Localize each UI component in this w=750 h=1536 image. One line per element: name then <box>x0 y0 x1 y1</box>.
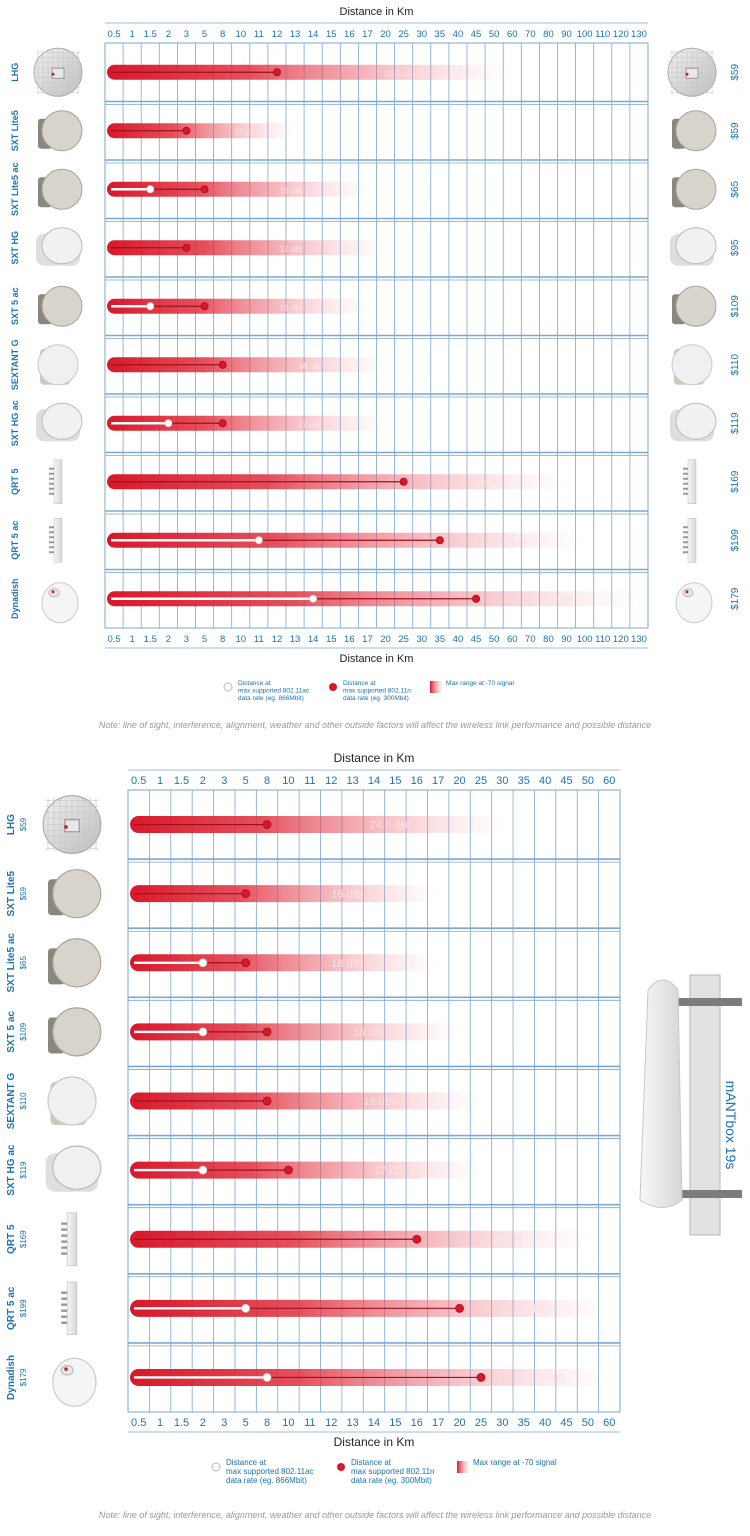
qrt-icon <box>683 518 696 562</box>
n-rate-point <box>436 537 443 544</box>
tick-label-top: 0.5 <box>131 775 147 787</box>
n-rate-point <box>456 1304 464 1312</box>
tick-label-top: 40 <box>452 29 464 40</box>
tick-label-top: 50 <box>488 29 500 40</box>
tick-label-bottom: 17 <box>362 634 373 645</box>
tick-label-bottom: 60 <box>506 634 518 645</box>
tick-label-bottom: 15 <box>389 1417 402 1429</box>
tick-label-bottom: 25 <box>398 634 409 645</box>
sextant-icon <box>48 1077 96 1125</box>
qrt-icon <box>49 460 62 504</box>
sextant-icon <box>38 345 78 385</box>
hg-icon <box>36 403 82 441</box>
tick-label-bottom: 50 <box>488 634 500 645</box>
legend-max-swatch <box>430 681 442 693</box>
tick-label-top: 30 <box>496 775 509 787</box>
ac-rate-point <box>263 1373 271 1381</box>
ac-rate-point <box>147 186 154 193</box>
legend-line: max supported 802.11ac <box>226 1467 314 1476</box>
gain-label: 24.5 dBi <box>369 819 410 832</box>
legend <box>212 1458 557 1485</box>
tick-label-top: 1 <box>157 775 164 787</box>
hg-icon <box>36 228 82 266</box>
ac-rate-point <box>199 1166 207 1174</box>
tick-label-bottom: 8 <box>263 1417 271 1429</box>
gain-label: 25 dBi <box>551 595 574 605</box>
legend-ac-label <box>238 680 310 702</box>
tick-label-top: 5 <box>201 29 208 40</box>
tick-label-bottom: 1.5 <box>173 1417 190 1429</box>
hg-icon <box>46 1146 101 1192</box>
n-rate-point <box>413 1235 421 1243</box>
axis-title-bottom: Distance in Km <box>339 653 414 665</box>
tick-label-top: 3 <box>221 775 228 787</box>
gain-label: 18 dB <box>298 361 320 371</box>
footnote: Note: line of sight, interference, alignment, weather and other outside factors will affect the wireless link performance and possible distance <box>98 720 652 730</box>
tick-label-top: 2 <box>165 29 171 40</box>
tick-label-top: 90 <box>561 29 572 40</box>
gain-label: 24 dBi <box>523 1303 556 1316</box>
legend-max-label: Max range at -70 signal <box>473 1458 557 1467</box>
tick-label-bottom: 40 <box>539 1417 552 1429</box>
device-name: SXT HG ac <box>10 400 20 447</box>
tick-label-bottom: 20 <box>453 1417 466 1429</box>
tick-label-top: 1.5 <box>173 775 190 787</box>
tick-label-top: 3 <box>183 29 190 40</box>
n-rate-point <box>477 1373 485 1381</box>
device-name: LHG <box>6 814 17 836</box>
gain-label: 24 dBi <box>505 537 529 547</box>
ac-rate-point <box>199 1028 207 1036</box>
tick-label-bottom: 30 <box>416 634 428 645</box>
hg-icon <box>670 228 716 266</box>
device-name: SXT Lite5 <box>10 110 20 152</box>
device-name: SXT Lite5 ac <box>10 162 20 217</box>
tick-label-bottom: 45 <box>560 1417 573 1429</box>
tick-label-top: 45 <box>560 775 573 787</box>
gain-label: 16 dBi <box>331 957 363 970</box>
sxt-icon <box>38 111 82 151</box>
ac-rate-point <box>147 303 154 310</box>
tick-label-bottom: 40 <box>452 634 464 645</box>
n-rate-point <box>273 69 280 76</box>
footnote: Note: line of sight, interference, alignment, weather and other outside factors will affect the wireless link performance and possible distance <box>98 1510 652 1520</box>
legend-line: max supported 802.11n <box>351 1467 435 1476</box>
legend-line: data rate (eg. 300Mbit) <box>351 1476 432 1485</box>
device-name: LHG <box>10 62 20 82</box>
device-name: SXT 5 ac <box>10 287 20 326</box>
tick-label-bottom: 1 <box>129 634 135 645</box>
tick-label-top: 14 <box>307 29 319 40</box>
tick-label-bottom: 5 <box>242 1417 249 1429</box>
device-price: $169 <box>730 470 741 493</box>
device-price: $59 <box>730 122 741 140</box>
sxt-icon <box>48 939 101 987</box>
tick-label-top: 35 <box>517 775 530 787</box>
sxt-icon <box>672 286 716 326</box>
tick-label-bottom: 8 <box>220 634 226 645</box>
lhg-dish-icon <box>43 796 101 854</box>
tick-label-top: 25 <box>398 29 409 40</box>
device-name: SXT HG <box>10 230 20 265</box>
tick-label-bottom: 60 <box>603 1417 616 1429</box>
tick-label-bottom: 110 <box>595 634 611 645</box>
device-name: SXT HG ac <box>6 1144 17 1196</box>
tick-label-bottom: 3 <box>183 634 190 645</box>
tick-label-top: 25 <box>474 775 488 787</box>
tick-label-bottom: 13 <box>346 1417 359 1429</box>
gain-label: 24 dBi <box>478 478 502 488</box>
tick-label-bottom: 2 <box>165 634 171 645</box>
tick-label-bottom: 17 <box>432 1417 445 1429</box>
tick-label-bottom: 12 <box>325 1417 338 1429</box>
tick-label-top: 17 <box>432 775 445 787</box>
device-price: $110 <box>730 353 741 376</box>
gain-label: 16 dBi <box>279 303 303 313</box>
legend-max-swatch <box>457 1461 469 1473</box>
n-rate-point <box>201 186 208 193</box>
device-name: QRT 5 ac <box>6 1286 17 1331</box>
ac-rate-point <box>255 537 262 544</box>
n-rate-point <box>284 1166 292 1174</box>
n-rate-point <box>219 420 226 427</box>
tick-label-top: 2 <box>199 775 206 787</box>
tick-label-top: 12 <box>271 29 283 40</box>
tick-label-top: 80 <box>543 29 554 40</box>
tick-label-bottom: 90 <box>561 634 572 645</box>
sxt-icon <box>672 169 716 209</box>
tick-label-bottom: 1.5 <box>143 634 157 645</box>
qrt-icon <box>61 1282 77 1335</box>
n-rate-point <box>201 303 208 310</box>
tick-label-top: 1 <box>129 29 135 40</box>
tick-label-bottom: 10 <box>235 634 247 645</box>
n-rate-point <box>242 890 250 898</box>
device-price: $179 <box>19 1368 28 1387</box>
tick-label-bottom: 3 <box>221 1417 228 1429</box>
gain-label: 17 dBi <box>374 1165 406 1178</box>
gain-label: 16 dBi <box>234 127 258 137</box>
dynadish-icon <box>53 1358 96 1406</box>
device-price: $199 <box>19 1299 28 1318</box>
legend-n-marker <box>337 1463 345 1471</box>
legend-line: Distance at <box>351 1458 392 1467</box>
lhg-dish-icon <box>34 48 82 96</box>
tick-label-bottom: 14 <box>367 1417 381 1429</box>
tick-label-top: 30 <box>416 29 428 40</box>
tick-label-bottom: 1 <box>157 1417 164 1429</box>
tick-label-top: 5 <box>242 775 249 787</box>
tick-label-bottom: 10 <box>282 1417 295 1429</box>
device-price: $119 <box>19 1161 28 1179</box>
tick-label-top: 110 <box>595 29 611 40</box>
tick-label-bottom: 130 <box>631 634 647 645</box>
device-price: $110 <box>19 1092 28 1110</box>
tick-label-bottom: 35 <box>434 634 446 645</box>
ac-rate-point <box>165 420 172 427</box>
legend-line: data rate (eg. 866Mbit) <box>226 1476 307 1485</box>
tick-label-top: 35 <box>434 29 446 40</box>
tick-label-top: 12 <box>325 775 338 787</box>
legend-ac-label <box>226 1458 313 1485</box>
tick-label-top: 60 <box>506 29 518 40</box>
tick-label-bottom: 11 <box>304 1417 316 1429</box>
axis-title-top: Distance in Km <box>333 751 415 765</box>
tick-label-bottom: 13 <box>289 634 301 645</box>
gain-label: 16 dBi <box>331 888 363 901</box>
sxt-icon <box>672 111 716 151</box>
tick-label-top: 100 <box>576 29 593 40</box>
legend-line: Distance at <box>343 680 376 687</box>
device-price: $169 <box>19 1230 28 1249</box>
device-name: QRT 5 ac <box>10 520 20 560</box>
gain-label: 16 dBi <box>352 1026 384 1039</box>
tick-label-top: 13 <box>346 775 359 787</box>
tick-label-top: 11 <box>253 29 264 40</box>
tick-label-top: 60 <box>603 775 616 787</box>
tick-label-top: 70 <box>525 29 536 40</box>
qrt-icon <box>49 518 62 562</box>
mantbox-label: mANTbox 19s <box>723 1080 739 1170</box>
tick-label-bottom: 25 <box>474 1417 488 1429</box>
tick-label-top: 10 <box>235 29 247 40</box>
tick-label-top: 14 <box>367 775 381 787</box>
n-rate-point <box>183 127 190 134</box>
n-rate-point <box>263 1028 271 1036</box>
tick-label-top: 50 <box>581 775 595 787</box>
tick-label-bottom: 100 <box>576 634 593 645</box>
legend-ac-marker <box>212 1463 220 1471</box>
tick-label-bottom: 120 <box>612 634 629 645</box>
tick-label-top: 45 <box>470 29 482 40</box>
tick-label-top: 8 <box>220 29 226 40</box>
axis-title-top: Distance in Km <box>339 6 414 18</box>
gain-label: 17 dBi <box>297 420 321 430</box>
tick-label-top: 20 <box>453 775 466 787</box>
tick-label-top: 10 <box>282 775 295 787</box>
legend-n-label <box>351 1458 434 1485</box>
tick-label-bottom: 30 <box>496 1417 509 1429</box>
legend-line: max supported 802.11n <box>343 687 411 695</box>
device-name: SXT 5 ac <box>6 1011 17 1053</box>
n-rate-point <box>472 595 479 602</box>
device-price: $59 <box>730 63 741 81</box>
device-name: QRT 5 <box>6 1224 17 1254</box>
legend <box>224 680 514 702</box>
device-price: $109 <box>730 295 741 318</box>
tick-label-top: 16 <box>344 29 355 40</box>
tick-label-bottom: 50 <box>581 1417 595 1429</box>
tick-label-bottom: 80 <box>543 634 554 645</box>
n-rate-point <box>219 361 226 368</box>
tick-label-top: 1.5 <box>143 29 157 40</box>
tick-label-bottom: 5 <box>201 634 208 645</box>
device-name: QRT 5 <box>10 468 20 496</box>
bottom-range-chart <box>6 751 742 1520</box>
tick-label-top: 130 <box>631 29 647 40</box>
dynadish-icon <box>42 583 78 623</box>
tick-label-bottom: 12 <box>271 634 283 645</box>
lhg-dish-icon <box>668 48 716 96</box>
device-name: SEXTANT G <box>6 1072 17 1130</box>
device-name: Dynadish <box>10 578 20 620</box>
tick-label-bottom: 70 <box>525 634 536 645</box>
device-price: $65 <box>730 180 741 198</box>
legend-line: data rate (eg. 300Mbit) <box>343 695 409 702</box>
ac-rate-point <box>199 959 207 967</box>
n-rate-point <box>263 821 271 829</box>
hg-icon <box>670 403 716 441</box>
device-name: Dynadish <box>6 1354 17 1400</box>
sxt-icon <box>38 286 82 326</box>
n-rate-point <box>263 1097 271 1105</box>
sxt-icon <box>48 1008 101 1056</box>
tick-label-top: 13 <box>289 29 301 40</box>
tick-label-bottom: 15 <box>325 634 337 645</box>
tick-label-top: 20 <box>380 29 391 40</box>
gain-label: 17 dBi <box>279 244 303 254</box>
device-price: $119 <box>730 412 741 435</box>
tick-label-bottom: 0.5 <box>107 634 121 645</box>
gain-label: 18 dBi <box>363 1096 395 1108</box>
tick-label-top: 40 <box>539 775 552 787</box>
n-rate-point <box>400 478 407 485</box>
tick-label-top: 15 <box>325 29 337 40</box>
tick-label-top: 120 <box>612 29 629 40</box>
device-name: SXT Lite5 ac <box>6 933 17 993</box>
device-name: SEXTANT G <box>10 339 20 391</box>
tick-label-bottom: 45 <box>470 634 482 645</box>
ac-rate-point <box>310 595 317 602</box>
legend-n-label <box>343 680 411 702</box>
device-price: $95 <box>730 239 741 257</box>
tick-label-bottom: 11 <box>253 634 264 645</box>
tick-label-top: 16 <box>410 775 423 787</box>
tick-label-bottom: 16 <box>344 634 355 645</box>
n-rate-point <box>242 959 250 967</box>
tick-label-bottom: 16 <box>410 1417 423 1429</box>
ac-rate-point <box>242 1304 250 1312</box>
device-price: $199 <box>730 529 741 552</box>
legend-line: Distance at <box>238 680 271 687</box>
device-price: $109 <box>19 1022 28 1041</box>
device-price: $59 <box>19 817 28 832</box>
sxt-icon <box>38 169 82 209</box>
device-price: $59 <box>19 886 28 901</box>
tick-label-top: 8 <box>263 775 271 787</box>
legend-max-label: Max range at -70 signal <box>446 680 514 687</box>
tick-label-top: 0.5 <box>107 29 121 40</box>
tick-label-bottom: 35 <box>517 1417 530 1429</box>
legend-line: max supported 802.11ac <box>238 687 310 695</box>
tick-label-top: 17 <box>362 29 373 40</box>
gain-label: 25 dBi <box>534 1372 566 1385</box>
legend-ac-marker <box>224 683 232 691</box>
device-name: SXT Lite5 <box>6 870 17 917</box>
qrt-icon <box>61 1213 77 1266</box>
tick-label-bottom: 2 <box>199 1417 206 1429</box>
tick-label-bottom: 0.5 <box>131 1417 147 1429</box>
tick-label-bottom: 20 <box>380 634 391 645</box>
tick-label-top: 15 <box>389 775 402 787</box>
gain-label: 24 dBi <box>491 1234 523 1247</box>
qrt-icon <box>683 460 696 504</box>
gain-label: 24.5 dBi <box>384 69 415 79</box>
legend-line: data rate (eg. 866Mbit) <box>238 695 304 702</box>
tick-label-bottom: 14 <box>307 634 319 645</box>
sxt-icon <box>48 870 101 918</box>
gain-label: 16 dBi <box>279 186 303 196</box>
sextant-icon <box>672 345 712 385</box>
axis-title-bottom: Distance in Km <box>333 1435 415 1449</box>
n-rate-point <box>183 244 190 251</box>
legend-line: Distance at <box>226 1458 267 1467</box>
device-price: $65 <box>19 956 28 970</box>
legend-n-marker <box>329 683 337 691</box>
top-range-chart <box>10 6 741 730</box>
tick-label-top: 11 <box>304 775 316 787</box>
dynadish-icon <box>676 583 712 623</box>
device-price: $179 <box>730 587 741 610</box>
